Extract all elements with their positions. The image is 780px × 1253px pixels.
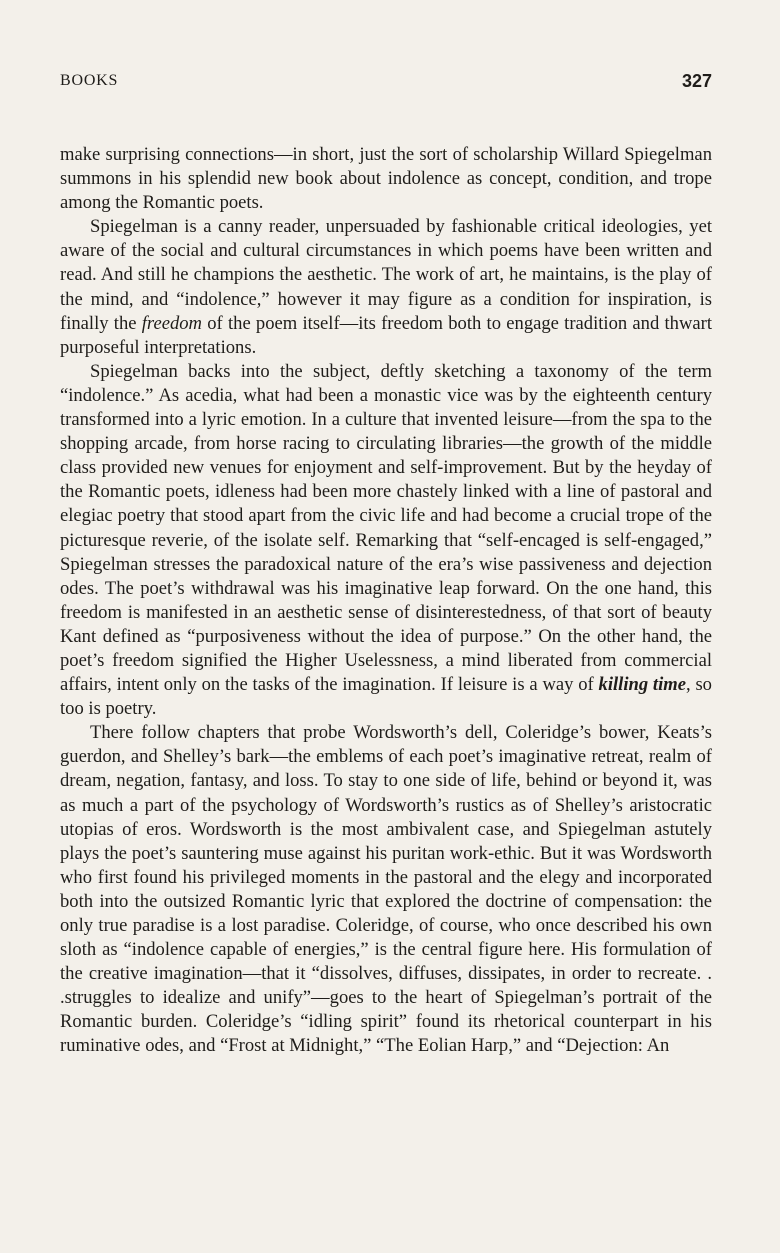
section-label: BOOKS — [60, 72, 119, 89]
emphasis-freedom: freedom — [141, 312, 202, 334]
paragraph — [60, 143, 712, 215]
page-number: 327 — [681, 71, 712, 91]
text-run: , so too is poetry. — [60, 674, 712, 720]
text-run: Spiegelman is a canny reader, unpersuaded by fashionable critical ideologies, yet aware of the social and cultural circumstances in which poems have been written and read. And still he champions the aesthetic. The work of art, he maintains, is the play of the mind, and “indolence,” however it may figure as a condition for inspiration, is finally the — [60, 216, 712, 334]
emphasis-killing-time: killing time — [598, 674, 686, 696]
text-run: Spiegelman backs into the subject, deftly sketching a taxonomy of the term “indolence.” As acedia, what had been a monastic vice was by the eighteenth century transformed into a lyric emotion. In a culture that invented leisure—from the spa to the shopping arcade, from horse racing to circulating libraries—the growth of the middle class provided new venues for enjoyment and self-improvement. But by the heyday of the Romantic poets, idleness had been more chastely linked with a line of pastoral and elegiac poetry that stood apart from the civic life and had become a crucial trope of the picturesque reverie, of the isolate self. Remarking that “self-encaged is self-engaged,” Spiegelman stresses the paradoxical nature of the era’s wise passiveness and dejection odes. The poet’s withdrawal was his imaginative leap forward. On the one hand, this freedom is manifested in an aesthetic sense of disinterestedness, of that sort of beauty Kant defined as “purposiveness without the idea of purpose.” On the other hand, the poet’s freedom signified the Higher Uselessness, a mind liberated from commercial affairs, intent only on the tasks of the imagination. If leisure is a way of — [60, 360, 712, 696]
body-text — [60, 143, 712, 1059]
text-run: of the poem itself—its freedom both to engage tradition and thwart purposeful interpretations. — [60, 312, 712, 358]
paragraph — [60, 215, 712, 360]
paragraph — [60, 721, 712, 1058]
paragraph — [60, 360, 712, 721]
running-head — [60, 72, 712, 96]
text-run: There follow chapters that probe Wordsworth’s dell, Coleridge’s bower, Keats’s guerdon, and Shelley’s bark—the emblems of each poet’s imaginative retreat, realm of dream, negation, fantasy, and loss. To stay to one side of life, behind or beyond it, was as much a part of the psychology of Wordsworth’s rustics as of Shelley’s aristocratic utopias of eros. Wordsworth is the most ambivalent case, and Spiegelman astutely plays the poet’s sauntering muse against his puritan work-ethic. But it was Wordsworth who first found his privileged moments in the pastoral and the elegy and incorporated both into the outsized Romantic lyric that explored the doctrine of compensation: the only true paradise is a lost paradise. Coleridge, of course, who once described his own sloth as “indolence capable of energies,” is the central figure here. His formulation of the creative imagination—that it “dissolves, diffuses, dissipates, in order to recreate. . .struggles to idealize and unify”—goes to the heart of Spiegelman’s portrait of the Romantic burden. Coleridge’s “idling spirit” found its rhetorical counterpart in his ruminative odes, and “Frost at Midnight,” “The Eolian Harp,” and “Dejection: An — [60, 722, 712, 1057]
text-run: make surprising connections—in short, just the sort of scholarship Willard Spiegelman summons in his splendid new book about indolence as concept, condition, and trope among the Romantic poets. — [60, 144, 712, 214]
